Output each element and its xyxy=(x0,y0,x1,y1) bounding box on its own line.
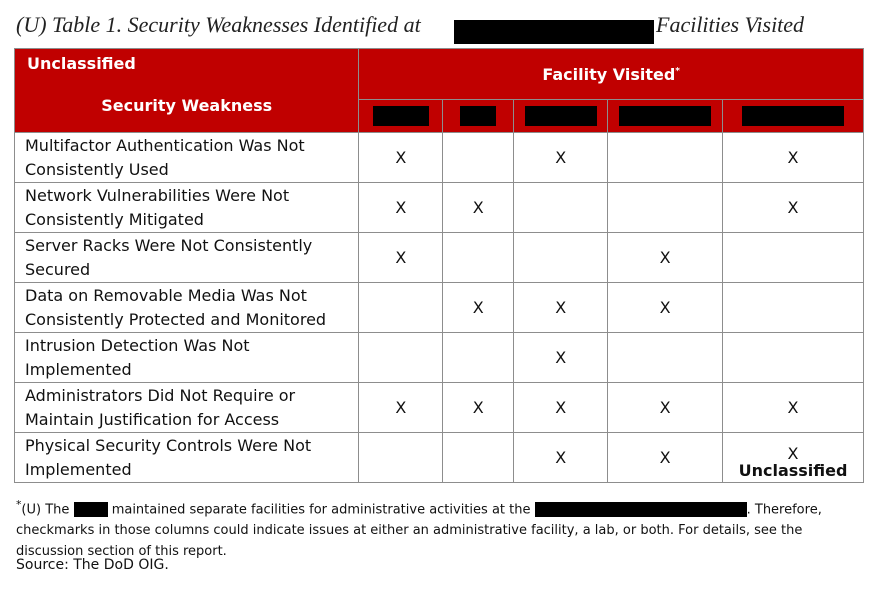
mark-cell xyxy=(443,433,514,483)
mark-cell: X xyxy=(514,133,608,183)
facility-redaction-4 xyxy=(619,106,711,126)
mark-cell xyxy=(514,233,608,283)
facility-visited-header xyxy=(359,49,864,100)
mark-cell xyxy=(608,183,723,233)
weakness-cell: Multifactor Authentication Was Not Consistently Used xyxy=(15,133,359,183)
mark-cell xyxy=(359,283,443,333)
mark-cell: X xyxy=(608,283,723,333)
mark-cell xyxy=(443,233,514,283)
mark-cell: X xyxy=(608,433,723,483)
caption-prefix: (U) Table 1. Security Weaknesses Identified at xyxy=(16,12,421,37)
mark-cell: X xyxy=(608,383,723,433)
footnote-redaction-1 xyxy=(74,502,108,517)
mark-cell xyxy=(359,433,443,483)
table-row xyxy=(15,283,864,333)
facility-header-5 xyxy=(723,100,864,133)
security-weakness-header: Security Weakness xyxy=(101,96,273,115)
footnote-part-2: maintained separate facilities for administrative activities at the xyxy=(111,502,531,518)
table-row xyxy=(15,383,864,433)
facility-footnote-mark: * xyxy=(675,66,681,77)
weakness-cell: Physical Security Controls Were Not Implemented xyxy=(15,433,359,483)
mark-cell xyxy=(723,283,864,333)
facility-header-3 xyxy=(514,100,608,133)
table-row xyxy=(15,333,864,383)
mark-cell-last xyxy=(723,433,864,483)
mark-cell: X xyxy=(723,383,864,433)
facility-header-4 xyxy=(608,100,723,133)
mark-cell: X xyxy=(443,383,514,433)
weakness-header-cell xyxy=(15,49,359,133)
mark-cell: X xyxy=(359,133,443,183)
classification-marking-bottom: Unclassified xyxy=(738,461,848,480)
mark-cell xyxy=(443,333,514,383)
table-footnote xyxy=(16,494,866,562)
security-weakness-table xyxy=(14,48,864,483)
table-caption xyxy=(16,8,866,42)
mark-value: X xyxy=(787,444,799,463)
weakness-cell: Network Vulnerabilities Were Not Consistently Mitigated xyxy=(15,183,359,233)
mark-cell: X xyxy=(723,133,864,183)
table-row xyxy=(15,433,864,483)
mark-cell xyxy=(723,333,864,383)
mark-cell: X xyxy=(443,183,514,233)
table-row xyxy=(15,183,864,233)
mark-cell: X xyxy=(514,283,608,333)
weakness-cell: Administrators Did Not Require or Maintain Justification for Access xyxy=(15,383,359,433)
mark-cell: X xyxy=(443,283,514,333)
facility-redaction-2 xyxy=(460,106,496,126)
mark-cell: X xyxy=(514,333,608,383)
weakness-cell: Data on Removable Media Was Not Consistently Protected and Monitored xyxy=(15,283,359,333)
facility-header-1 xyxy=(359,100,443,133)
mark-cell xyxy=(359,333,443,383)
table-row xyxy=(15,133,864,183)
classification-marking-top: Unclassified xyxy=(27,54,136,73)
facility-redaction-5 xyxy=(742,106,844,126)
facility-redaction-3 xyxy=(525,106,597,126)
mark-cell: X xyxy=(359,233,443,283)
footnote-mark: * xyxy=(16,498,22,511)
mark-cell: X xyxy=(514,433,608,483)
mark-cell xyxy=(443,133,514,183)
mark-cell xyxy=(608,333,723,383)
facility-redaction-1 xyxy=(373,106,429,126)
footnote-part-3: . Therefore, checkmarks in those columns could indicate issues at either an administrative facility, a lab, or both. For details, see the discussion section of this report. xyxy=(16,502,822,560)
footnote-redaction-2 xyxy=(535,502,747,517)
table-row xyxy=(15,233,864,283)
mark-cell: X xyxy=(359,383,443,433)
weakness-cell: Server Racks Were Not Consistently Secured xyxy=(15,233,359,283)
mark-cell: X xyxy=(608,233,723,283)
weakness-cell: Intrusion Detection Was Not Implemented xyxy=(15,333,359,383)
footnote-part-1: (U) The xyxy=(21,502,70,518)
caption-suffix: Facilities Visited xyxy=(656,12,805,37)
facility-visited-label: Facility Visited xyxy=(542,64,676,84)
source-line: Source: The DoD OIG. xyxy=(16,557,169,573)
mark-cell xyxy=(723,233,864,283)
caption-redaction xyxy=(454,20,654,44)
mark-cell: X xyxy=(359,183,443,233)
mark-cell xyxy=(608,133,723,183)
mark-cell: X xyxy=(723,183,864,233)
mark-cell: X xyxy=(514,383,608,433)
mark-cell xyxy=(514,183,608,233)
facility-header-2 xyxy=(443,100,514,133)
